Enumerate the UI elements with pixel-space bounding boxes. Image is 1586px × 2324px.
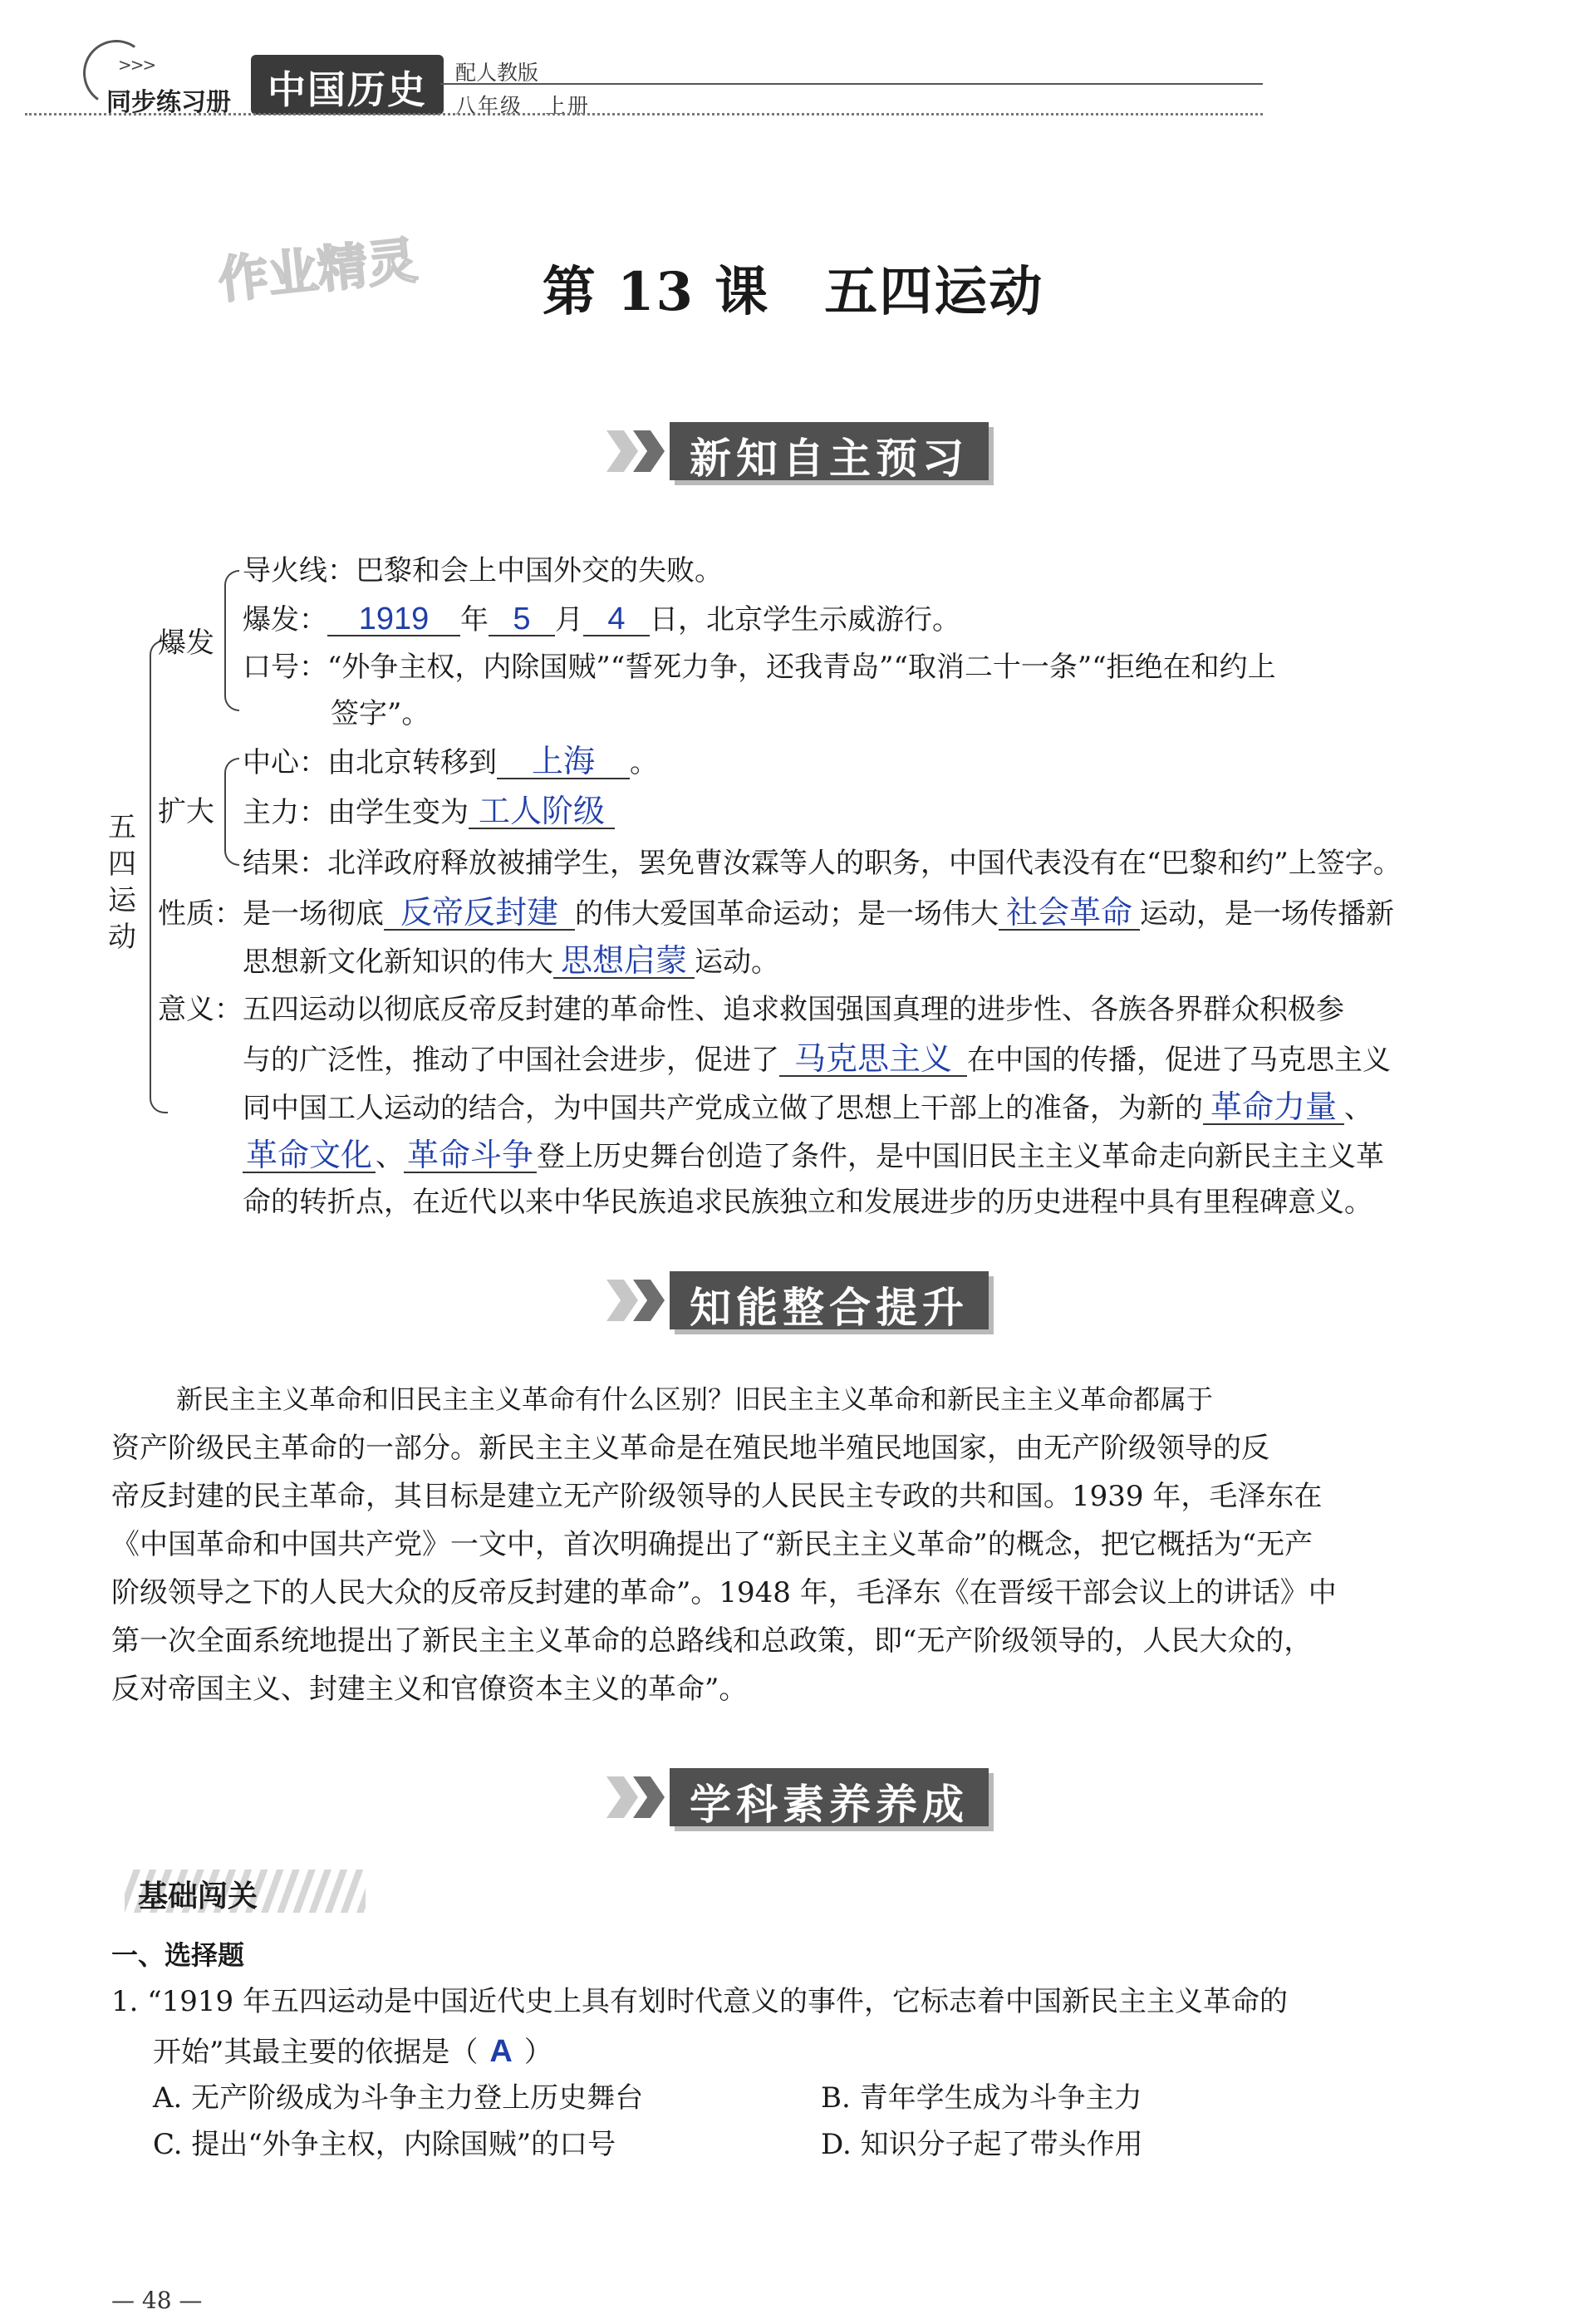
grade-label: 八年级 上册: [455, 94, 591, 118]
expand-result: 结果：北洋政府释放被捕学生，罢免曹汝霖等人的职务，中国代表没有在“巴黎和约”上签字。: [243, 847, 1402, 880]
lesson-title: 第 13 课 五四运动: [542, 261, 1044, 323]
header-dotted-rule: [25, 113, 1263, 115]
chevron-icon: [606, 1280, 638, 1321]
page-number: — 48 —: [111, 2287, 203, 2314]
answer-significance-1: 马克思主义: [779, 1044, 967, 1077]
branch-label-expand: 扩大: [158, 795, 214, 828]
paragraph-line: 第一次全面系统地提出了新民主主义革命的总路线和总政策，即“无产阶级领导的，人民大众的，: [111, 1624, 1313, 1658]
significance-line-1: 意义：五四运动以彻底反帝反封建的革命性、追求救国强国真理的进步性、各族各界群众积极参: [158, 993, 1344, 1026]
question-answer: A: [489, 2034, 513, 2069]
branch-brace-expand: [224, 758, 239, 866]
tree-root-char: 五: [108, 811, 136, 844]
answer-day: 4: [583, 603, 650, 636]
answer-nature-3: 思想启蒙: [553, 946, 695, 979]
chevron-icon: [606, 430, 638, 472]
significance-line-2: 与的广泛性，推动了中国社会进步，促进了 马克思主义 在中国的传播，促进了马克思主义: [243, 1042, 1391, 1077]
answer-significance-2: 革命力量: [1203, 1092, 1344, 1125]
branch-label-nature: 性质: [158, 897, 214, 931]
header-rule: [440, 83, 1263, 85]
answer-year: 1919: [327, 603, 460, 636]
chevron-icon: >>>: [118, 55, 155, 75]
chevron-icon: [606, 1776, 638, 1818]
paragraph-line: 新民主主义革命和旧民主主义革命有什么区别？旧民主主义革命和新民主主义革命都属于: [176, 1383, 1214, 1415]
answer-force: 工人阶级: [469, 796, 615, 829]
significance-line-5: 命的转折点，在近代以来中华民族追求民族独立和发展进步的历史进程中具有里程碑意义。: [243, 1186, 1372, 1219]
answer-significance-3: 革命文化: [243, 1140, 376, 1173]
tree-root-char: 四: [108, 848, 136, 881]
outbreak-slogan-cont: 签字”。: [331, 697, 430, 730]
branch-label-significance: 意义: [158, 993, 214, 1026]
subject-title: 中国历史: [268, 67, 427, 112]
section-banner-preview: [606, 422, 989, 483]
expand-force: 主力：由学生变为 工人阶级: [243, 796, 615, 829]
section-title-literacy: 学科素养养成: [690, 1781, 969, 1829]
branch-brace-outbreak: [224, 570, 239, 711]
paragraph-line: 帝反封建的民主革命，其目标是建立无产阶级领导的人民民主专政的共和国。1939 年，毛泽东在: [111, 1480, 1323, 1513]
branch-label-outbreak: 爆发: [158, 626, 214, 660]
basics-tag: 基础闯关: [138, 1879, 258, 1914]
question-stem-cont: 开始”其最主要的依据是（ A ）: [153, 2034, 552, 2069]
nature-line-2: 思想新文化新知识的伟大 思想启蒙 运动。: [243, 944, 779, 979]
answer-nature-2: 社会革命: [999, 897, 1140, 931]
tree-root-char: 动: [108, 921, 136, 954]
book-name: 同步练习册: [106, 88, 231, 117]
expand-center: 中心：由北京转移到 上海 。: [243, 744, 658, 779]
option-c[interactable]: C. 提出“外争主权，内除国贼”的口号: [153, 2128, 616, 2161]
answer-center: 上海: [497, 746, 630, 779]
tree-main-brace: [150, 640, 168, 1113]
edition-label: 配人教版: [455, 61, 539, 85]
answer-nature-1: 反帝反封建: [384, 897, 575, 931]
paragraph-line: 反对帝国主义、封建主义和官僚资本主义的革命”。: [111, 1673, 748, 1706]
answer-month: 5: [489, 603, 555, 636]
section-banner-literacy: [606, 1768, 989, 1829]
question-section-title: 一、选择题: [111, 1939, 245, 1971]
significance-line-3: 同中国工人运动的结合，为中国共产党成立做了思想上干部上的准备，为新的 革命力量 、: [243, 1090, 1372, 1125]
answer-significance-4: 革命斗争: [404, 1140, 537, 1173]
nature-line-1: 性质：是一场彻底 反帝反封建 的伟大爱国革命运动；是一场伟大 社会革命 运动，是一场传播新: [158, 896, 1394, 931]
tree-root-char: 运: [108, 884, 136, 917]
section-title-preview: 新知自主预习: [690, 435, 969, 483]
question-stem: 1. “1919 年五四运动是中国近代史上具有划时代意义的事件，它标志着中国新民主主义革命的: [111, 1985, 1288, 2018]
outbreak-fuse: 导火线：巴黎和会上中国外交的失败。: [243, 554, 723, 587]
option-b[interactable]: B. 青年学生成为斗争主力: [821, 2081, 1142, 2115]
outbreak-slogan: 口号：“外争主权，内除国贼”“誓死力争，还我青岛”“取消二十一条”“拒绝在和约上: [243, 651, 1276, 684]
section-banner-integrate: [606, 1271, 989, 1332]
watermark: 作业精灵: [215, 231, 420, 311]
significance-line-4: 革命文化 、 革命斗争 登上历史舞台创造了条件，是中国旧民主主义革命走向新民主主义革: [243, 1140, 1384, 1173]
option-a[interactable]: A. 无产阶级成为斗争主力登上历史舞台: [153, 2081, 644, 2115]
option-d[interactable]: D. 知识分子起了带头作用: [821, 2128, 1143, 2161]
paragraph-line: 《中国革命和中国共产党》一文中，首次明确提出了“新民主主义革命”的概念，把它概括为“无产: [111, 1528, 1313, 1561]
outbreak-date-line: 爆发： 1919 年 5 月 4 日，北京学生示威游行。: [243, 602, 960, 636]
paragraph-line: 阶级领导之下的人民大众的反帝反封建的革命”。1948 年，毛泽东《在晋绥干部会议上的讲话》中: [111, 1576, 1337, 1609]
paragraph-line: 资产阶级民主革命的一部分。新民主主义革命是在殖民地半殖民地国家，由无产阶级领导的反: [111, 1432, 1269, 1465]
section-title-integrate: 知能整合提升: [690, 1284, 969, 1332]
